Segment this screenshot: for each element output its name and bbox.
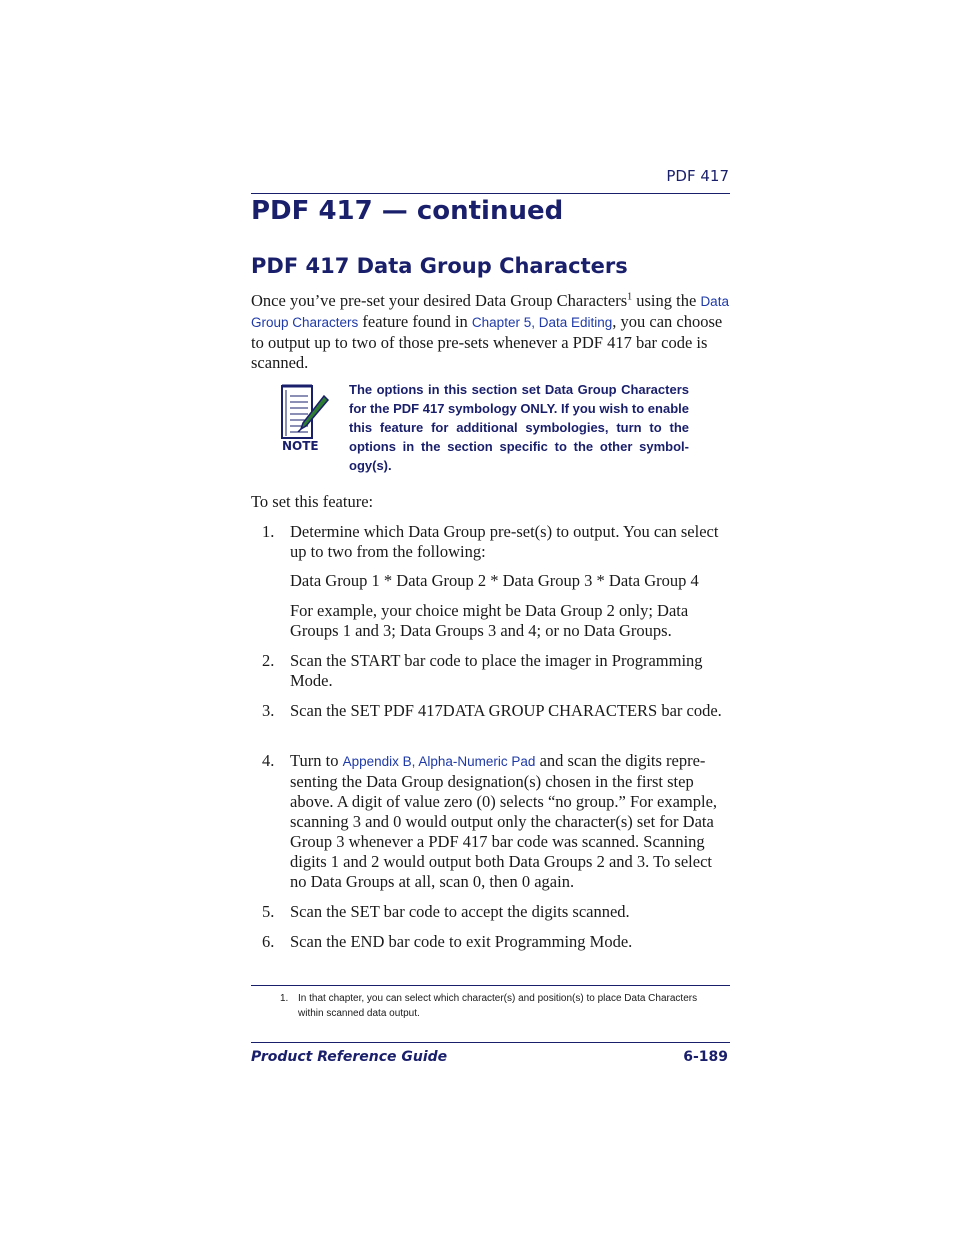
step-number: 6.	[262, 932, 275, 951]
link-chapter-5[interactable]: Chapter 5, Data Editing	[471, 315, 613, 330]
step-text-post: and scan the digits repre-senting the Data Group designation(s) chosen in the first step above. A digit of value zero (0) selects “no group.” For example, scanning 3 and 0 would output only the character(s) set for Data Group 3 whenever a PDF 417 bar code was scanned. Scanning digits 1 and 2 would output both Data Groups 2 and 3. To select no Data Groups at all, scan 0, then 0 again.	[290, 751, 718, 891]
link-appendix-b[interactable]: Appendix B, Alpha-Numeric Pad	[342, 754, 536, 769]
footnote-rule	[251, 985, 730, 986]
step-number: 3.	[262, 701, 275, 720]
note-icon	[276, 382, 332, 460]
step-text-pre: Turn to	[290, 751, 343, 770]
step-text: Scan the SET bar code to accept the digits scanned.	[290, 902, 630, 921]
note-text: The options in this section set Data Group Characters for the PDF 417 symbology ONLY. If you wish to enable this feature for additional symbologies, turn to the options in the section specific to the other symbol-ogy(s).	[349, 382, 689, 473]
note-label: NOTE	[282, 439, 319, 453]
step-number: 4.	[262, 751, 275, 770]
footer-rule	[251, 1042, 730, 1043]
step-text: Scan the END bar code to exit Programming Mode.	[290, 932, 633, 951]
section-title: PDF 417 Data Group Characters	[251, 254, 628, 278]
intro-text-3: feature found in	[358, 312, 472, 331]
footnote-number: 1.	[280, 993, 289, 1004]
intro-text-1: Once you’ve pre-set your desired Data Group Characters	[251, 291, 628, 310]
header-rule	[251, 193, 730, 194]
step-number: 1.	[262, 522, 275, 541]
page-title: PDF 417 — continued	[251, 196, 564, 226]
page-number: 6-189	[683, 1049, 728, 1065]
step-text: Scan the SET PDF 417DATA GROUP CHARACTERS bar code.	[290, 701, 722, 720]
step-number: 2.	[262, 651, 275, 670]
data-group-options: Data Group 1 * Data Group 2 * Data Group 3 * Data Group 4	[290, 571, 699, 590]
intro-text-2: using the	[632, 291, 701, 310]
step-text: Scan the START bar code to place the imager in Programming Mode.	[290, 651, 703, 690]
intro-text-4: , you can choose to output up to two of those pre-sets whenever a PDF 417 bar code is scanned.	[251, 312, 723, 372]
step-text	[290, 751, 730, 892]
running-header: PDF 417	[666, 167, 729, 185]
footnote-ref[interactable]: 1	[627, 291, 633, 303]
link-data-group-characters[interactable]: Data Group Characters	[251, 294, 729, 330]
footer-guide-title: Product Reference Guide	[251, 1049, 448, 1065]
step-text: Determine which Data Group pre-set(s) to output. You can select up to two from the following:	[290, 522, 719, 561]
to-set-label: To set this feature:	[251, 492, 374, 511]
intro-paragraph	[251, 291, 730, 373]
step-example: For example, your choice might be Data Group 2 only; Data Groups 1 and 3; Data Groups 3 and 4; or no Data Groups.	[290, 601, 689, 640]
step-number: 5.	[262, 902, 275, 921]
footnote-text: In that chapter, you can select which character(s) and position(s) to place Data Characters within scanned data output.	[298, 993, 698, 1019]
